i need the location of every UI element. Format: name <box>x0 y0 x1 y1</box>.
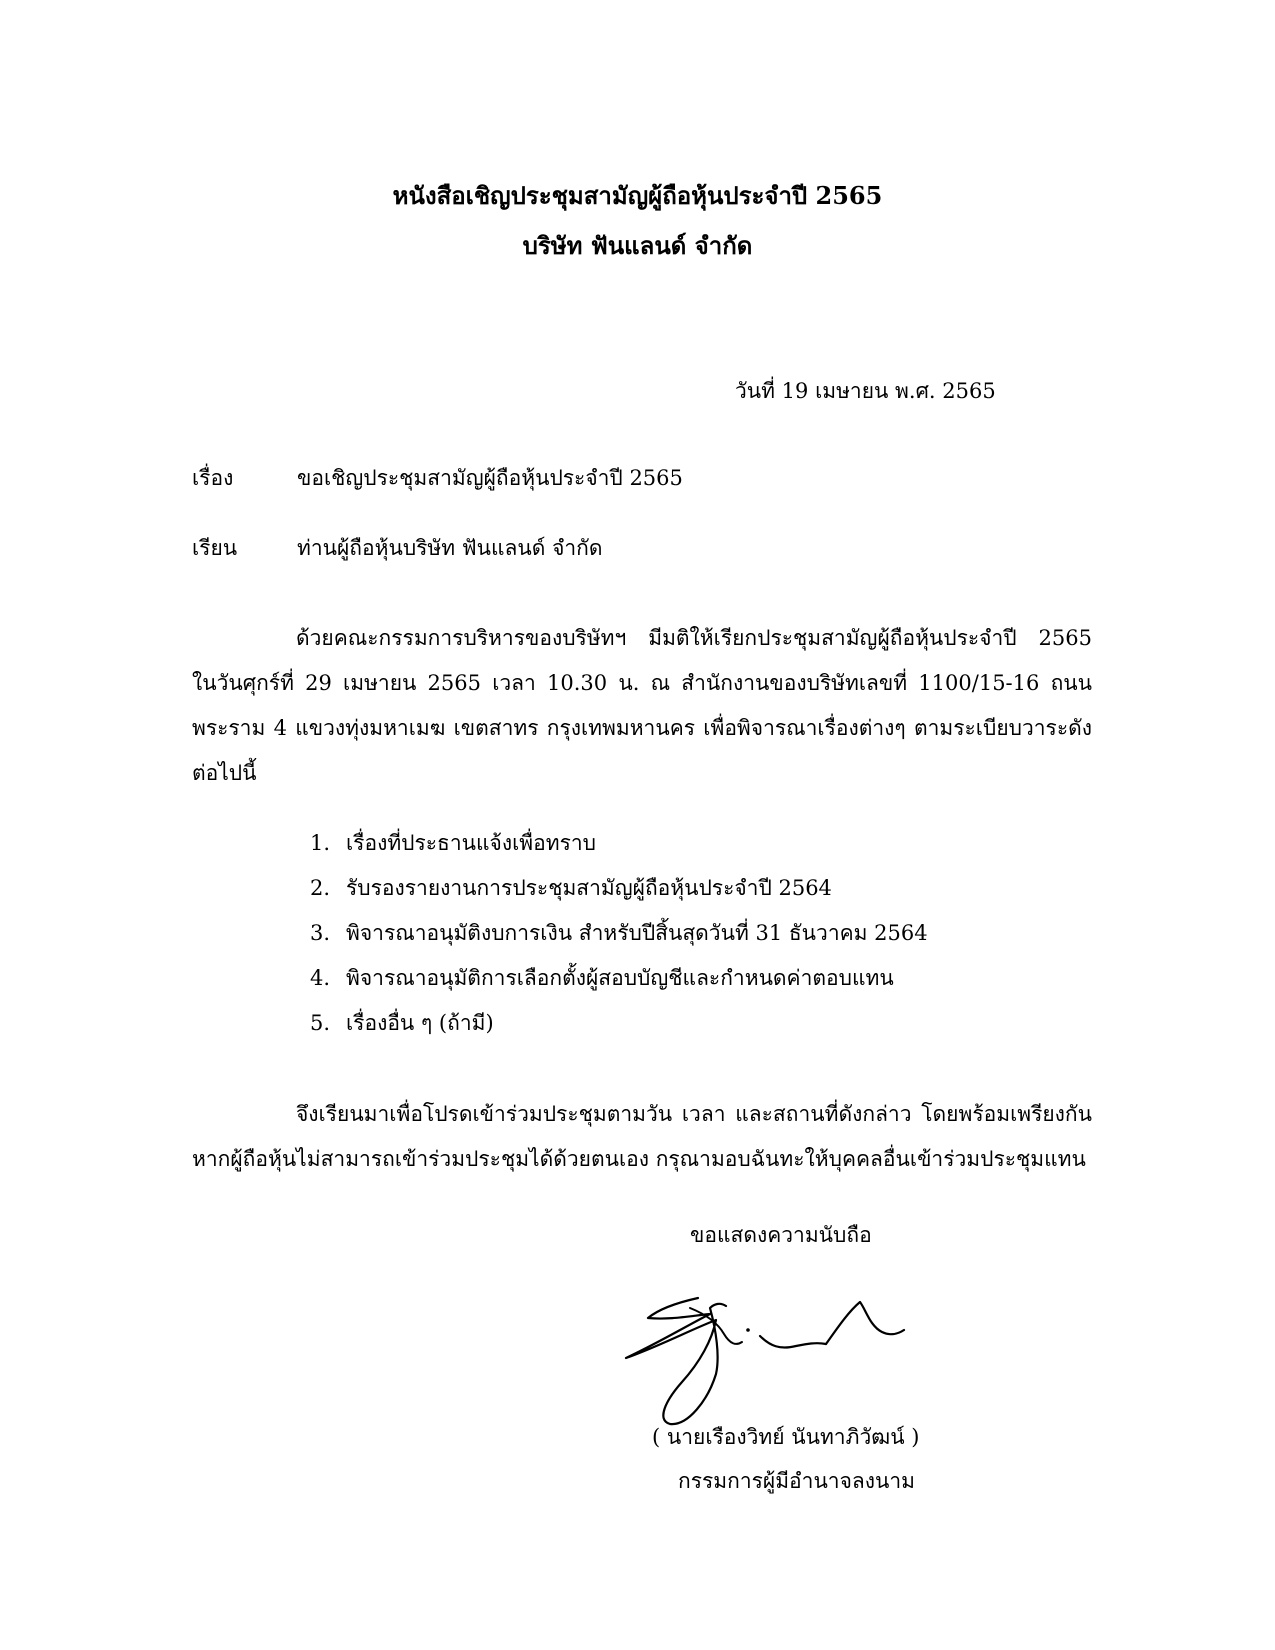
agenda-text: เรื่องที่ประธานแจ้งเพื่อทราบ <box>346 831 596 855</box>
agenda-number: 1. <box>310 831 331 855</box>
agenda-item <box>310 1001 928 1046</box>
recipient-label: เรียน <box>192 536 238 560</box>
signature-image <box>620 1290 920 1430</box>
letter-date: วันที่ 19 เมษายน พ.ศ. 2565 <box>735 379 996 403</box>
agenda-number: 3. <box>310 921 331 945</box>
company-name: บริษัท ฟันแลนด์ จำกัด <box>522 231 753 260</box>
signer-name: ( นายเรืองวิทย์ นันทาภิวัฒน์ ) <box>652 1425 920 1449</box>
subject-label: เรื่อง <box>192 466 234 490</box>
agenda-number: 5. <box>310 1011 331 1035</box>
agenda-item <box>310 911 928 956</box>
agenda-number: 2. <box>310 876 331 900</box>
agenda-list <box>310 821 928 1046</box>
document-title: หนังสือเชิญประชุมสามัญผู้ถือหุ้นประจำปี 2565 <box>392 181 883 210</box>
agenda-text: เรื่องอื่น ๆ (ถ้ามี) <box>346 1011 494 1035</box>
recipient-value: ท่านผู้ถือหุ้นบริษัท ฟันแลนด์ จำกัด <box>297 536 603 560</box>
agenda-number: 4. <box>310 966 331 990</box>
agenda-text: รับรองรายงานการประชุมสามัญผู้ถือหุ้นประจำปี 2564 <box>346 876 832 900</box>
closing-salutation: ขอแสดงความนับถือ <box>690 1223 872 1247</box>
agenda-item <box>310 821 928 866</box>
signer-title: กรรมการผู้มีอำนาจลงนาม <box>678 1469 916 1493</box>
body-paragraph-intro: ด้วยคณะกรรมการบริหารของบริษัทฯ มีมติให้เรียกประชุมสามัญผู้ถือหุ้นประจำปี 2565 ในวันศุกร์ที่ 29 เมษายน 2565 เวลา 10.30 น. ณ สำนักงานของบริษัทเลขที่ 1100/15-16 ถนนพระราม 4 แขวงทุ่งมหาเมฆ เขตสาทร กรุงเทพมหานคร เพื่อพิจารณาเรื่องต่างๆ ตามระเบียบวาระดังต่อไปนี้ <box>192 626 1092 785</box>
agenda-text: พิจารณาอนุมัติการเลือกตั้งผู้สอบบัญชีและกำหนดค่าตอบแทน <box>346 966 894 990</box>
subject-value: ขอเชิญประชุมสามัญผู้ถือหุ้นประจำปี 2565 <box>297 466 683 490</box>
agenda-item <box>310 956 928 1001</box>
agenda-text: พิจารณาอนุมัติงบการเงิน สำหรับปีสิ้นสุดวันที่ 31 ธันวาคม 2564 <box>346 921 928 945</box>
agenda-item <box>310 866 928 911</box>
body-paragraph-closing: จึงเรียนมาเพื่อโปรดเข้าร่วมประชุมตามวัน เวลา และสถานที่ดังกล่าว โดยพร้อมเพรียงกัน หากผู้ถือหุ้นไม่สามารถเข้าร่วมประชุมได้ด้วยตนเอง กรุณามอบฉันทะให้บุคคลอื่นเข้าร่วมประชุมแทน <box>192 1102 1092 1171</box>
